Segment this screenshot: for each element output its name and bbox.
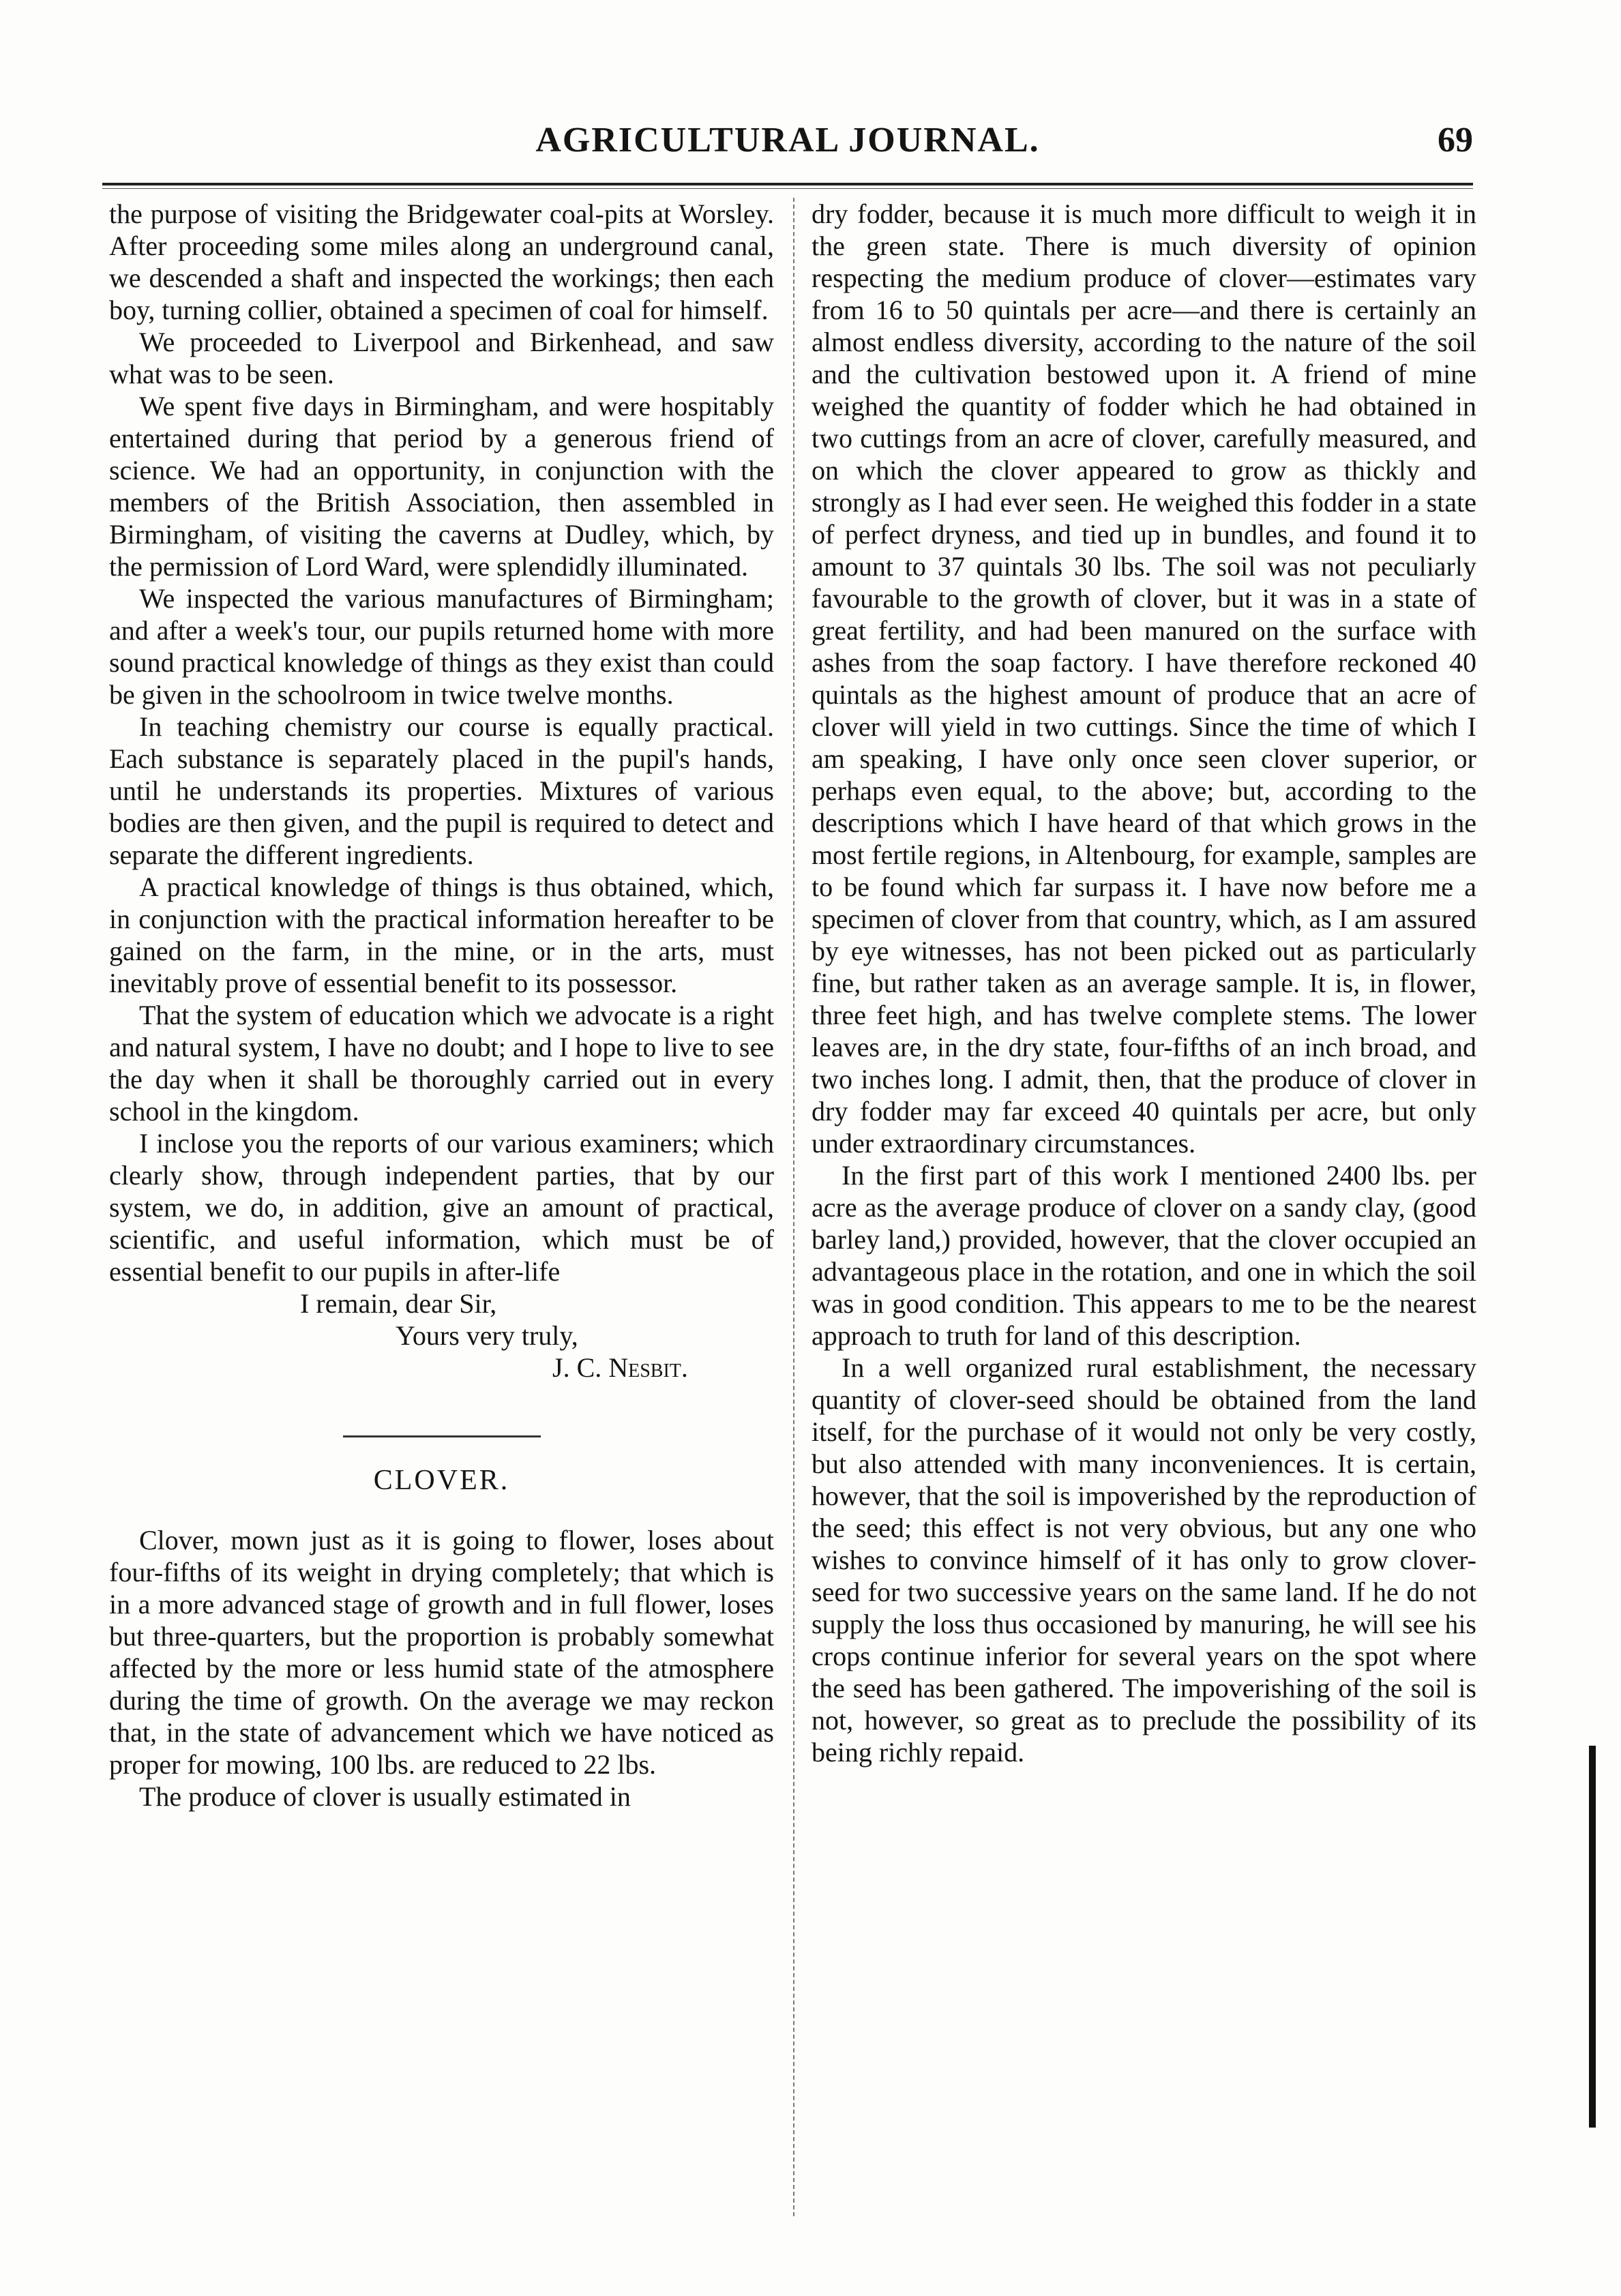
- closing-signature: J. C. Nesbit.: [552, 1352, 688, 1383]
- left-paragraph-1: the purpose of visiting the Bridgewater coal-pits at Worsley. After proceeding some miles along an underground canal, we descended a shaft and inspected the workings; then each boy, turning collier, obtained a specimen of coal for himself.: [109, 198, 774, 325]
- section-divider: [343, 1435, 541, 1437]
- running-title: AGRICULTURAL JOURNAL.: [535, 121, 1040, 160]
- right-paragraph-2: In the first part of this work I mentioned 2400 lbs. per acre as the average produce of clover on a sandy clay, (good barley land,) provided, however, that the clover occupied an advantageous place in the rotation, and one in which the soil was in good condition. This appears to me to be the nearest approach to truth for land of this description.: [812, 1160, 1476, 1351]
- column-divider: [793, 198, 794, 2216]
- left-paragraph-4: We inspected the various manufactures of Birmingham; and after a week's tour, our pupils returned home with more sound practical knowledge of things as they exist than could be given in the schoolroom in twice twelve months.: [109, 583, 774, 710]
- left-paragraph-5: In teaching chemistry our course is equally practical. Each substance is separately placed in the pupil's hands, until he understands its properties. Mixtures of various bodies are then given, and the pupil is required to detect and separate the different ingredients.: [109, 711, 774, 870]
- right-column: [812, 198, 1476, 1768]
- left-paragraph-7: That the system of education which we advocate is a right and natural system, I have no doubt; and I hope to live to see the day when it shall be thoroughly carried out in every school in the kingdom.: [109, 1000, 774, 1127]
- clover-paragraph-2: The produce of clover is usually estimated in: [139, 1781, 631, 1812]
- letter-closing: [109, 1287, 774, 1384]
- left-paragraph-2: We proceeded to Liverpool and Birkenhead, and saw what was to be seen.: [109, 327, 774, 389]
- right-paragraph-3: In a well organized rural establishment, the necessary quantity of clover-seed should be obtained from the land itself, for the purchase of it would not only be very costly, but also attended with many inconveniences. It is certain, however, that the soil is impoverished by the reproduction of the seed; this effect is not very obvious, but any one who wishes to convince himself of it has only to grow clover-seed for two successive years on the same land. If he do not supply the loss thus occasioned by manuring, he will see his crops continue inferior for several years on the spot where the seed has been gathered. The impoverishing of the soil is not, however, so great as to preclude the possibility of its being richly repaid.: [812, 1352, 1476, 1768]
- left-paragraph-6: A practical knowledge of things is thus obtained, which, in conjunction with the practical information hereafter to be gained on the farm, in the mine, or in the arts, must inevitably prove of essential benefit to its possessor.: [109, 871, 774, 998]
- closing-valediction: Yours very truly,: [396, 1320, 578, 1351]
- left-column: [109, 198, 774, 1813]
- left-paragraph-3: We spent five days in Birmingham, and were hospitably entertained during that period by a generous friend of science. We had an opportunity, in conjunction with the members of the British Association, then assembled in Birmingham, of visiting the caverns at Dudley, which, by the permission of Lord Ward, were splendidly illuminated.: [109, 391, 774, 582]
- closing-salutation: I remain, dear Sir,: [300, 1288, 497, 1319]
- page-header: [102, 115, 1473, 176]
- scan-edge-mark: [1589, 1746, 1596, 2128]
- clover-paragraph-1: Clover, mown just as it is going to flower, loses about four-fifths of its weight in drying completely; that which is in a more advanced stage of growth and in full flower, loses but three-quarters, but the proportion is probably somewhat affected by the more or less humid state of the atmosphere during the time of growth. On the average we may reckon that, in the state of advancement which we have noticed as proper for mowing, 100 lbs. are reduced to 22 lbs.: [109, 1525, 774, 1780]
- header-rule: [102, 183, 1473, 189]
- section-heading: CLOVER.: [373, 1465, 510, 1496]
- page-number: 69: [1438, 121, 1473, 160]
- left-paragraph-8: I inclose you the reports of our various examiners; which clearly show, through independent parties, that by our system, we do, in addition, give an amount of practical, scientific, and useful information, which must be of essential benefit to our pupils in after-life: [109, 1128, 774, 1287]
- right-paragraph-1: dry fodder, because it is much more difficult to weigh it in the green state. There is much diversity of opinion respecting the medium produce of clover—estimates vary from 16 to 50 quintals per acre—and there is certainly an almost endless diversity, according to the nature of the soil and the cultivation bestowed upon it. A friend of mine weighed the quantity of fodder which he had obtained in two cuttings from an acre of clover, carefully measured, and on which the clover appeared to grow as thickly and strongly as I had ever seen. He weighed this fodder in a state of perfect dryness, and tied up in bundles, and found it to amount to 37 quintals 30 lbs. The soil was not peculiarly favourable to the growth of clover, but it was in a state of great fertility, and had been manured on the surface with ashes from the soap factory. I have therefore reckoned 40 quintals as the highest amount of produce that an acre of clover will yield in two cuttings. Since the time of which I am speaking, I have only once seen clover superior, or perhaps even equal, to the above; but, according to the descriptions which I have heard of that which grows in the most fertile regions, in Altenbourg, for example, samples are to be found which far surpass it. I have now before me a specimen of clover from that country, which, as I am assured by eye witnesses, has not been picked out as particularly fine, but rather taken as an average sample. It is, in flower, three feet high, and has twelve complete stems. The lower leaves are, in the dry state, four-fifths of an inch broad, and two inches long. I admit, then, that the produce of clover in dry fodder may far exceed 40 quintals per acre, but only under extraordinary circumstances.: [812, 198, 1476, 1159]
